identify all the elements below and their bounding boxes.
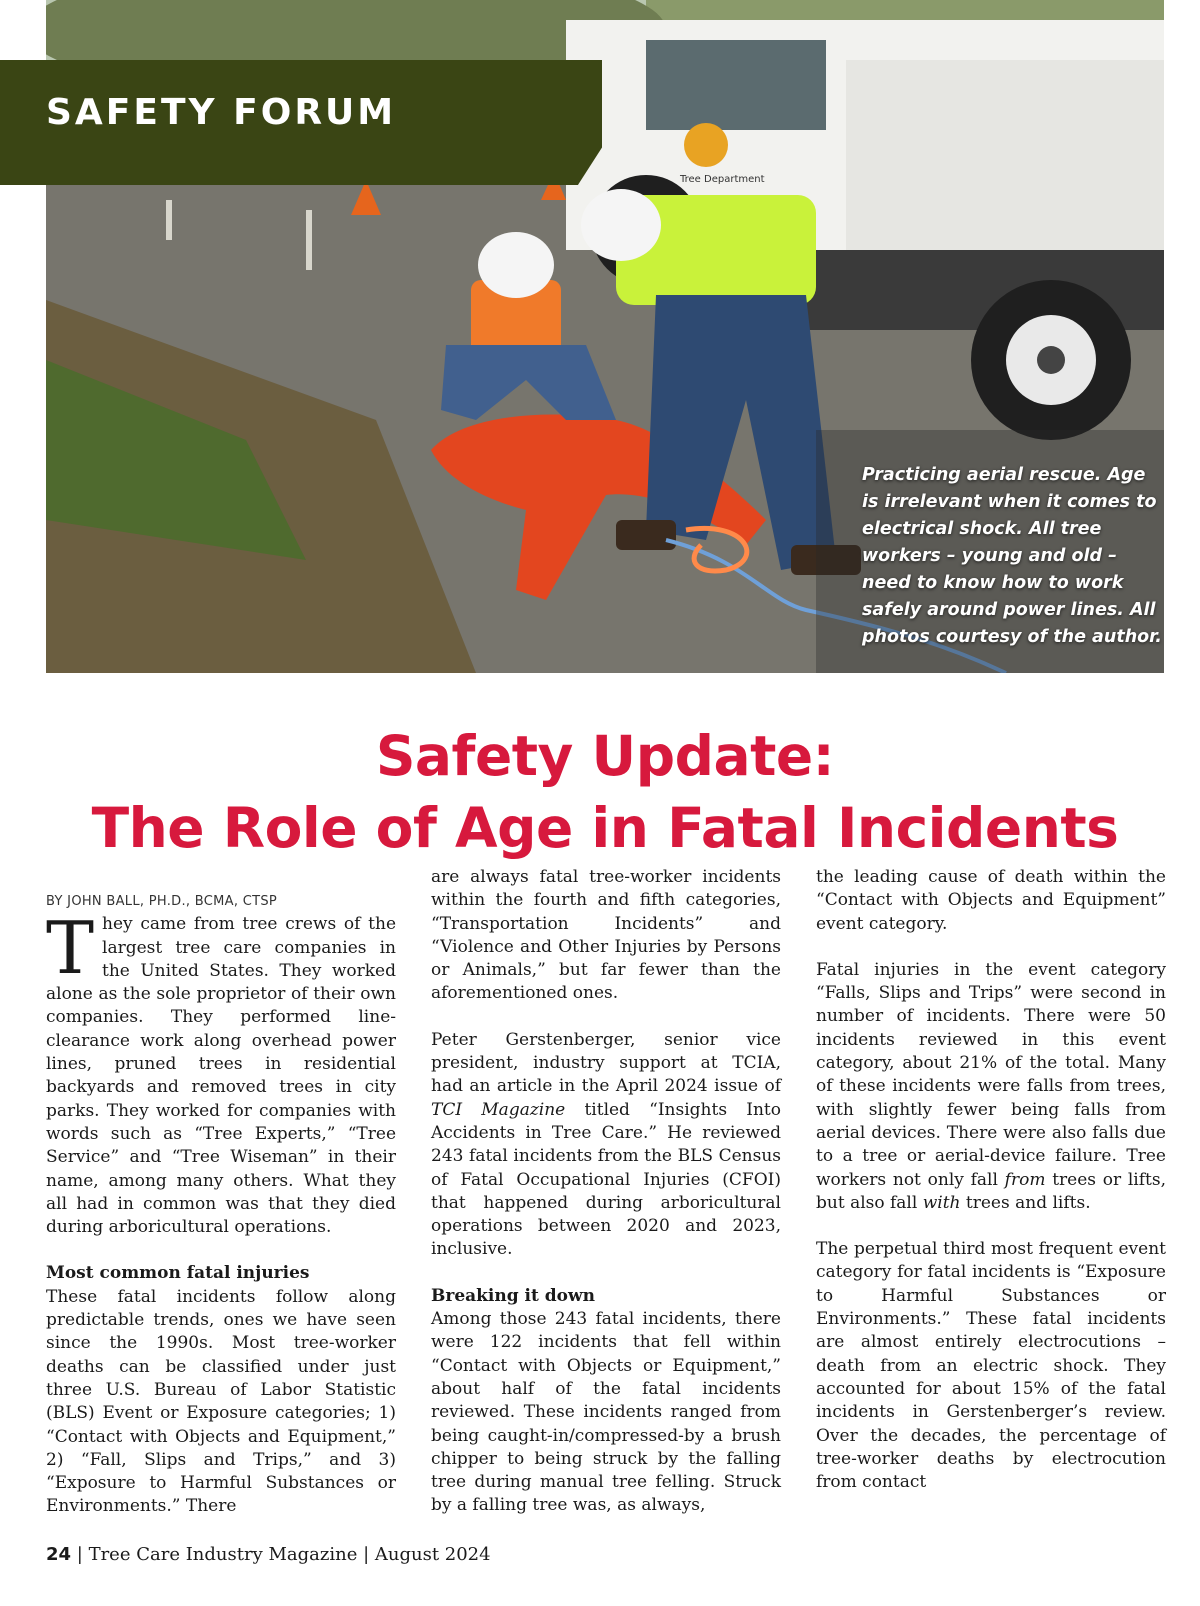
paragraph: the leading cause of death within the “Contact with Objects and Equipment” event category. bbox=[816, 867, 1166, 934]
headline-line-1: Safety Update: bbox=[375, 724, 835, 788]
intro-text: hey came from tree crews of the largest tree care companies in the United States. They worked alone as the sole proprietor of their own companies. They performed line-clearance work along overhead power lines, pruned trees in residential backyards and removed trees in city parks. They worked for companies with words such as “Tree Experts,” “Tree Service” and “Tree Wiseman” in their name, among many others. What they all had in common was that they died during arboricultural operations. bbox=[46, 914, 396, 1238]
photo-caption: Practicing aerial rescue. Age is irrelevant when it comes to electrical shock. All tree workers – young and old – need to know how to work safely around power lines. All photos courtesy of the author. bbox=[862, 465, 1162, 647]
paragraph: Among those 243 fatal incidents, there were 122 incidents that fell within “Contact with Objects or Equipment,” about half of the fatal incidents reviewed. These incidents ranged from being caught-in/compressed-by a brush chipper to being struck by the falling tree during manual tree felling. Struck by a falling tree was, as always, bbox=[431, 1309, 781, 1516]
text-run: titled “Insights Into Accidents in Tree Care.” He reviewed 243 fatal incidents from the BLS Census of Fatal Occupational Injuries (CFOI) that happened during arboricultural operations between 2020 and 2023, inclusive. bbox=[431, 1099, 782, 1260]
emphasis-with: with bbox=[922, 1192, 961, 1213]
text-run: Peter Gerstenberger, senior vice president, industry support at TCIA, had an article in the April 2024 issue of bbox=[431, 1029, 781, 1097]
paragraph: are always fatal tree-worker incidents within the fourth and fifth categories, “Transportation Incidents” and “Violence and Other Injuries by Persons or Animals,” but far fewer than the aforementioned ones. bbox=[431, 867, 781, 1004]
footer-text: | Tree Care Industry Magazine | August 2024 bbox=[71, 1544, 491, 1565]
text-run: Fatal injuries in the event category “Falls, Slips and Trips” were second in number of incidents. There were 50 incidents reviewed in this event category, about 21% of the total. Many of these incidents were falls from trees, with slightly fewer being falls from aerial devices. There were also falls due to a tree or aerial-device failure. Tree workers not only fall bbox=[816, 959, 1166, 1190]
drop-cap: T bbox=[46, 906, 95, 991]
headline-line-2: The Role of Age in Fatal Incidents bbox=[91, 796, 1119, 860]
paragraph bbox=[816, 959, 1166, 1215]
intro-paragraph bbox=[46, 906, 396, 1239]
subhead-breaking-it-down: Breaking it down bbox=[431, 1285, 596, 1306]
truck-label: Tree Department bbox=[680, 174, 765, 185]
column-3 bbox=[816, 867, 1166, 1494]
section-title: SAFETY FORUM bbox=[46, 92, 397, 133]
text-run: trees or lifts, but also fall bbox=[816, 1169, 1166, 1213]
page-number: 24 bbox=[46, 1544, 72, 1565]
column-2 bbox=[431, 867, 782, 1518]
emphasis-from: from bbox=[1004, 1169, 1046, 1190]
paragraph: These fatal incidents follow along predictable trends, ones we have seen since the 1990s. Most tree-worker deaths can be classified under just three U.S. Bureau of Labor Statistic (BLS) Event or Exposure categories; 1) “Contact with Objects and Equipment,” 2) “Fall, Slips and Trips,” and 3) “Exposure to Harmful Substances or Environments.” There bbox=[46, 1286, 396, 1517]
byline: BY JOHN BALL, PH.D., BCMA, CTSP bbox=[46, 894, 278, 909]
page-footer bbox=[46, 1544, 491, 1565]
paragraph bbox=[431, 1029, 781, 1262]
text-run: trees and lifts. bbox=[960, 1192, 1091, 1213]
column-1 bbox=[46, 890, 396, 1519]
subhead-most-common: Most common fatal injuries bbox=[46, 1263, 310, 1284]
magazine-title: TCI Magazine bbox=[431, 1099, 566, 1120]
paragraph: The perpetual third most frequent event category for fatal incidents is “Exposure to Harmful Substances or Environments.” These fatal incidents are almost entirely electrocutions – death from an electric shock. They accounted for about 15% of the fatal incidents in Gerstenberger’s review. Over the decades, the percentage of tree-worker deaths by electrocution from contact bbox=[816, 1239, 1166, 1493]
article-headline bbox=[46, 720, 1164, 864]
